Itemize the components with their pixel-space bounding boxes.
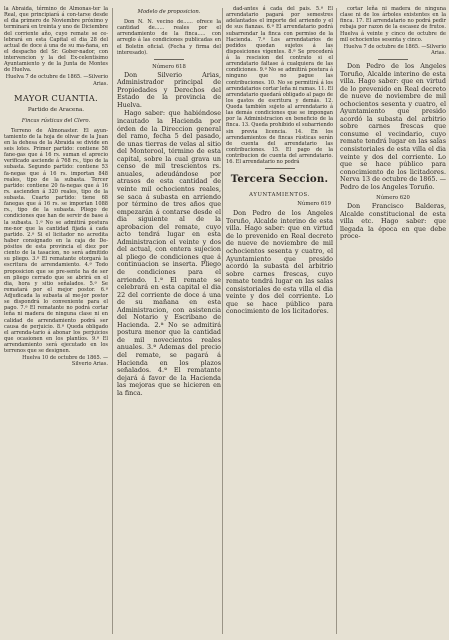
notice-number: Número 620: [376, 195, 410, 202]
column-rule: [112, 8, 113, 634]
subheading: Partido de Aracena.: [27, 106, 85, 113]
column-2: [117, 6, 221, 636]
notice-number: Número 619: [297, 201, 331, 208]
body-text: Don Pedro de los Angeles Toruño, Alcalde interino de esta villa. Hago saber: que en virtud de lo prevenido en Real decreto de nueve de noviembre de mil ochocientos sesenta y cuatro, el Ayuntamiento que presido acordó la subasta del arbitrio sobre carnes frescas que consume el vecindario, cuyo remate tendrá lugar en las salas consistoriales de esta villa el dia veinte y dos del corriente. Lo que se hace público para conocimiento de los licitadores. Nerva 13 de octubre de 1865. —Pedro de los Angeles Toruño.: [340, 62, 446, 191]
body-text: cortar leña ni madera de ninguna clase ni de los árboles existentes en la finca. 17. El arrendatario no podrá pedir rebaja por razon de la escasez de frutos. Huelva á veinte y cinco de octubre de mil ochocientos sesenta y cinco.: [340, 6, 448, 43]
body-text: Don Francisco Balderas, Alcalde constitucional de esta villa etc. Hago saber: que llegada la época en que debe proce-: [340, 202, 446, 241]
subheading-italic: Modelo de proposicion.: [137, 9, 201, 15]
body-text: Don N. N. vecino de...... ofrece la cantidad de...... reales por el arrendamiento de la finca..... con arreglo á las condiciones publicadas en el Boletin oficial. (Fecha y firma del interesado).: [117, 19, 221, 56]
notice-title: Don Silverio Arias, Administrador principal de Propiedades y Derechos del Estado de la provincia de Huelva.: [117, 70, 221, 109]
column-4: [340, 6, 446, 636]
column-1: [4, 6, 108, 636]
section-heading: Tercera Seccion.: [230, 173, 329, 186]
signature: Huelva 7 de octubre de 1865. —Silverio Arias.: [343, 43, 446, 56]
intro-paragraph: la Abraida, término de Almonas-ter la Real, que principiará á con-tarse desde el dia primero de Noviembre próximo y terminará en treinta y uno de Diciembre del corriente año, cuyo remate se ce-lebrará en esta Capital el dia 28 del actual de doce á una de su ma-ñana, en el despacho del Sr. Gober-nador, con intervencion y la del Ex-celentisimo Ayuntamiento y de la Junta de Montes de Huelva.: [4, 6, 110, 74]
column-3: [226, 6, 333, 636]
body-text: Hago saber: que habiéndose incautado la Hacienda por órden de la Direccion general del ramo, fecha 5 del pasado, de unas tierras de velas al sitio del Monterool, término de esta capital, sobre la cual grava un censo de mil trescientos rs. anuales, adeudándose por atrasos de esta cantidad de veinte mil ochocientos reales, se saca á subasta en arriendo por término de tres años que empezarán á contarse desde el dia siguiente al de la aprobacion del remate, cuyo acto tendrá lugar en esta Administracion el veinte y dos del actual, con entera sujecion al pliego de condiciones que á continuacion se inserta. Pliego de condiciones para el arriendo. 1.ª El remate se celebrará en esta capital el dia 22 del corriente de doce á una de su mañana en esta Administracion, con asistencia del Notario y Escribano de Hacienda. 2.ª No se admitirá postura menor que la cantidad de mil novecientos reales anuales. 3.ª Ademas del precio del remate, se pagará á Hacienda en los plazos señalados. 4.ª El rematante dejará á favor de la Hacienda las mejoras que se hicieren en la finca.: [117, 109, 221, 397]
signature: Huelva 10 de octubre de 1865. —Silverio Arias.: [22, 355, 108, 368]
column-rule: [336, 8, 337, 634]
notice-number: Número 618: [152, 63, 186, 70]
column-rule: [222, 8, 223, 634]
subheading-italic: Fincas rústicas del Clero.: [21, 117, 91, 124]
body-text: Terreno de Almonaster. El ayun-tamiento de la hoja de olivar de la Juan en la dehesa de la Abraida se divide en seis lotes. Primer partido: contiene 58 fane-gas que á 16 rs. suman el aprecio verificado asciende á 768 rs., tipo de la subasta. Segundo partido: contiene 53 fa-negas que á 16 rs. importan 848 reales, tipo de la subasta. Tercer partido: contiene 20 fa-negas que á 16 rs. ascienden á 320 reales, tipo de la subasta. Cuarto partido: tiene 68 fanegas que á 16 rs. se importan 1088 rs., tipo de la subasta. Pliego de condiciones que han de servir de base á la subasta. 1.ª No se admitirá postura me-nor que la cantidad fijada á cada partido. 2.ª Si el licitador no acredita haber consignado en la caja de De-pósitos de esta provincia el diez por ciento de la tasacion, no será admitido su pliego. 3.ª El rematante otorgará la escritura de arrendamiento. 4.ª Todo proposicion que se pre-sente ha de ser en pliego cerrado que se abrirá en el dia, hora y sitio señalados. 5.ª Se rematará por el mejor postor. 6.ª Adjudicada la subasta al me-jor postor se dispondrá lo conveniente para el pago. 7.ª El rematante no podrá cortar leña ni madera de ninguna clase ni en calidad de arrendamiento podrá ser causa de perjuicio. 8.ª Queda obligado el arrenda-tario á abonar los perjuicios que ocasionen en los plantíos. 9.ª El arrendamiento será ejecutado en los terrenos que se designen.: [4, 127, 110, 355]
separator: [378, 59, 408, 60]
body-text: dad-antes á cada del pais. 5.ª El arrendatario pagará por semestres adelantados el importe del arriendo y el de sus fianzas. 6.ª El arrendatario podrá subarrendar la finca con permiso de la Hacienda. 7.ª Los arrendatarios de pedidos quedan sujetos á las disposiciones vigentes. 8.ª Se procederá á la rescision del contrato si el arrendatario faltase á cualquiera de las condiciones. 9.ª No se admitirá postura á ninguno que no pague las contribuciones. 10. No se permitirá á los arrendatarios cortar leña ni ramas. 11. El arrendatario quedará obligado al pago de los gastos de escritura y demás. 12. Queda también sujeto al arrendatario á las demás condiciones que se impongan por la Administracion en beneficio de la finca. 13. Queda prohibido el subarriendo sin previa licencia. 14. En los arrendamientos de fincas rústicas serán de cuenta del arrendatario las contribuciones. 15. El pago de la contribucion de cuenta del arrendatario. 16. El arrendatario no podrá: [226, 6, 335, 166]
separator: [154, 59, 184, 60]
section-heading: MAYOR CUANTIA.: [13, 92, 99, 103]
separator: [265, 168, 295, 169]
body-text: Don Pedro de los Angeles Toruño, Alcalde interino de esta villa. Hago saber: que en virtud de lo prevenido en Real decreto de nueve de noviembre de mil ochocientos sesenta y cuatro, el Ayuntamiento que presido acordó la subasta del arbitrio sobre carnes frescas, cuyo remate tendrá lugar en las salas consistoriales de esta villa el dia veinte y dos del corriente. Lo que se hace público para conocimiento de los licitadores.: [226, 209, 333, 316]
signature: Huelva 7 de octubre de 1865. —Silverio Arias.: [5, 74, 108, 87]
subheading: AYUNTAMIENTOS.: [249, 192, 310, 199]
